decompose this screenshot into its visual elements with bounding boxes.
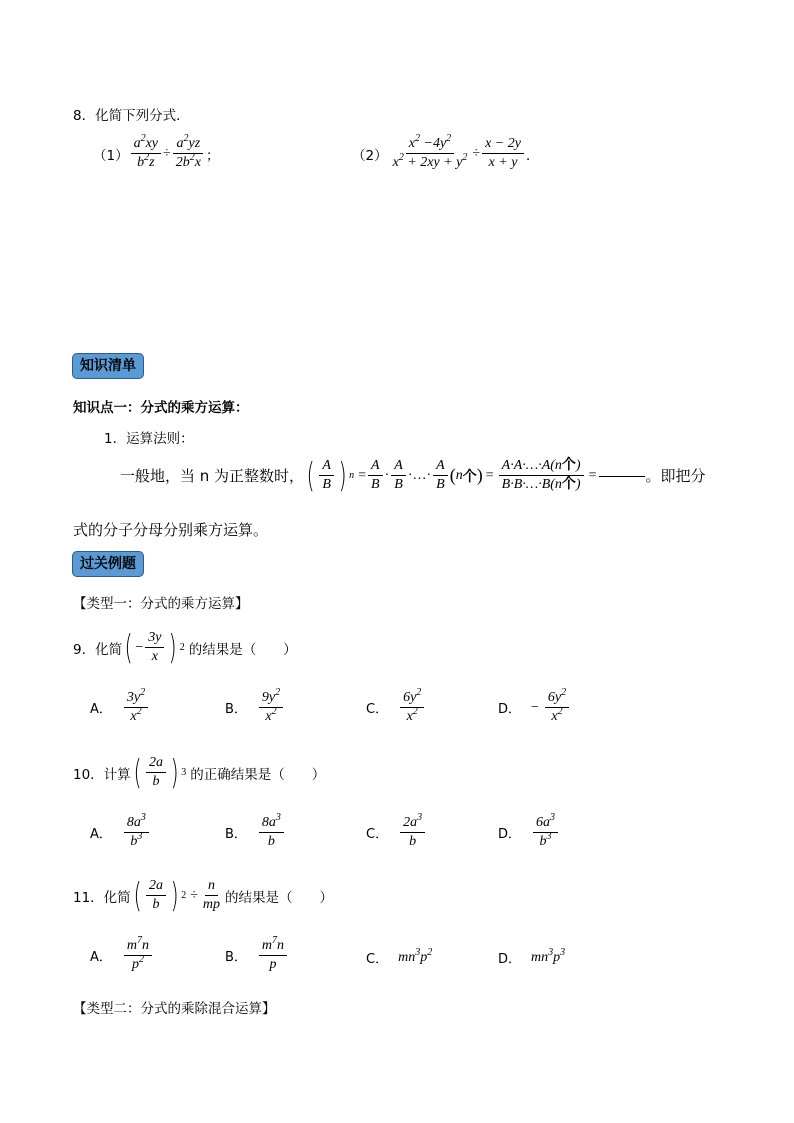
fraction: $\frac{x - 2y}{x + y}$	[482, 136, 524, 171]
q11-option-a[interactable]: A． $\frac{m^7n}{p^2}$	[90, 938, 154, 973]
q9-option-b[interactable]: B． $\frac{9y^2}{x^2}$	[225, 690, 285, 725]
q11-stem-pre: 11．化简	[73, 889, 131, 906]
option-label: B．	[225, 950, 247, 965]
q10-stem-post: 的正确结果是（ ）	[190, 766, 326, 783]
q11-option-b[interactable]: B． $\frac{m^7n}{p}$	[225, 938, 289, 973]
q9-stem-pre: 9．化简	[73, 641, 123, 658]
answer-blank[interactable]	[599, 475, 645, 477]
q9-stem: 9．化简 ( − $\frac{3y}{x}$ ) 2 的结果是（ ）	[73, 627, 297, 668]
section-badge-examples: 过关例题	[72, 551, 144, 577]
right-paren: )	[170, 875, 179, 916]
rule-line-end: 。即把分	[645, 467, 706, 485]
q8-part1-label: （1）	[93, 147, 129, 164]
q8-part2	[352, 133, 540, 171]
fraction: $\frac{x^2 -4y^2}{x^2 + 2xy + y^2}$	[392, 133, 468, 170]
left-paren: (	[124, 627, 133, 668]
q9-stem-post: 的结果是（ ）	[188, 641, 297, 658]
rule-line2: 式的分子分母分别乘方运算。	[73, 521, 269, 539]
fraction: $\frac{A}{B}$	[368, 458, 383, 493]
left-paren: (	[306, 455, 315, 496]
q10-option-c[interactable]: C． $\frac{2a^3}{b}$	[366, 815, 427, 850]
q9-option-c[interactable]: C． $\frac{6y^2}{x^2}$	[366, 690, 426, 725]
right-paren: )	[338, 455, 347, 496]
fraction: $\frac{A}{B}$	[391, 458, 406, 493]
q11-option-d[interactable]: D． $mn^3p^3$	[498, 946, 566, 967]
rule-title: 1．运算法则：	[104, 431, 194, 447]
q9-option-d[interactable]: D． − $\frac{6y^2}{x^2}$	[498, 690, 571, 725]
q11-stem-post: 的结果是（ ）	[225, 889, 334, 906]
exponent: n	[349, 470, 355, 481]
type2-heading: 【类型二：分式的乘除混合运算】	[73, 1001, 276, 1017]
q8-title: 8．化简下列分式．	[73, 108, 190, 124]
section-badge-knowledge: 知识清单	[72, 353, 144, 379]
option-label: B．	[225, 827, 247, 842]
option-label: A．	[90, 950, 112, 965]
right-paren: )	[169, 627, 178, 668]
q8-part2-end: ．	[525, 147, 540, 164]
q10-option-d[interactable]: D． $\frac{6a^3}{b^3}$	[498, 815, 560, 850]
fraction: $\frac{A}{B}$	[433, 458, 448, 493]
divide-sign: ÷	[163, 145, 171, 161]
right-paren: )	[170, 752, 179, 793]
option-label: A．	[90, 702, 112, 717]
option-label: C．	[366, 702, 389, 717]
q8-part1	[93, 133, 220, 171]
rule-formula-line: 一般地，当 n 为正整数时， ( $\frac{A}{B}$ ) n = $\frac{A}{B}$ · $\frac{A}{B}$ ·…· $\frac{A}{B}$ ( n 个 ) = $\frac{\text{A·A·…·A(n个)}}{\text{B·B·…·B(n个)}}$ = 。即把分	[120, 455, 706, 496]
fraction: $\frac{A}{B}$	[319, 458, 334, 493]
q11-option-c[interactable]: C． $mn^3p^2$	[366, 946, 433, 967]
rule-line-start: 一般地，当 n 为正整数时，	[120, 467, 305, 485]
fraction: $\frac{2a}{b}$	[146, 878, 166, 913]
option-label: B．	[225, 702, 247, 717]
fraction: $\frac{2a}{b}$	[146, 755, 166, 790]
option-label: D．	[498, 702, 522, 717]
q11-stem: 11．化简 ( $\frac{2a}{b}$ ) 2 ÷ $\frac{n}{mp}$ 的结果是（ ）	[73, 875, 334, 916]
fraction: $\frac{3y}{x}$	[145, 630, 164, 665]
q10-stem-pre: 10．计算	[73, 766, 131, 783]
q10-option-a[interactable]: A． $\frac{8a^3}{b^3}$	[90, 815, 151, 850]
fraction: $\frac{n}{mp}$	[202, 878, 221, 912]
q8-part1-end: ；	[205, 147, 220, 164]
q8-part2-label: （2）	[352, 147, 388, 164]
q9-option-a[interactable]: A． $\frac{3y^2}{x^2}$	[90, 690, 150, 725]
fraction: $\frac{\text{A·A·…·A(n个)}}{\text{B·B·…·B(n个)}}$	[499, 458, 584, 493]
fraction: $\frac{a^2yz}{2b^2x}$	[173, 136, 204, 171]
option-label: D．	[498, 952, 522, 967]
option-label: C．	[366, 827, 389, 842]
option-label: D．	[498, 827, 522, 842]
left-paren: (	[133, 875, 142, 916]
option-label: C．	[366, 952, 389, 967]
divide-sign: ÷	[472, 145, 481, 161]
knowledge-point: 知识点一：分式的乘方运算：	[73, 400, 249, 416]
left-paren: (	[133, 752, 142, 793]
type1-heading: 【类型一：分式的乘方运算】	[73, 596, 249, 612]
fraction: $\frac{a^2xy}{b^2z}$	[131, 136, 161, 171]
option-label: A．	[90, 827, 112, 842]
q10-option-b[interactable]: B． $\frac{8a^3}{b}$	[225, 815, 286, 850]
q10-stem: 10．计算 ( $\frac{2a}{b}$ ) 3 的正确结果是（ ）	[73, 752, 326, 793]
